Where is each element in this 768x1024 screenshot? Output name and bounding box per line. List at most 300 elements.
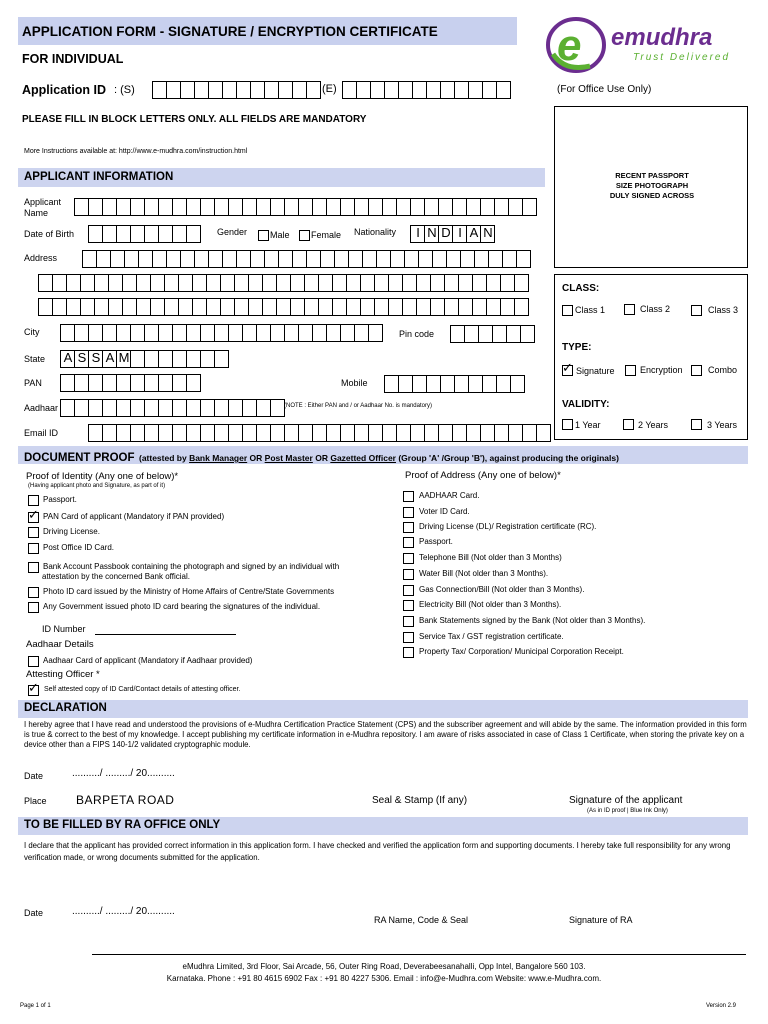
input-cell[interactable] [130, 374, 144, 392]
input-cell[interactable] [88, 374, 102, 392]
input-cell[interactable] [368, 198, 382, 216]
pan-cells[interactable] [60, 374, 201, 392]
input-cell[interactable] [180, 81, 194, 99]
input-cell[interactable] [472, 298, 486, 316]
address-proof-checkbox[interactable] [403, 600, 414, 611]
identity-proof-checkbox[interactable] [28, 602, 39, 613]
input-cell[interactable] [488, 250, 502, 268]
input-cell[interactable] [256, 399, 270, 417]
input-cell[interactable] [452, 198, 466, 216]
input-cell[interactable] [370, 81, 384, 99]
input-cell[interactable] [52, 274, 66, 292]
input-cell[interactable] [192, 274, 206, 292]
address-line-3-cells[interactable] [38, 298, 529, 316]
input-cell[interactable] [158, 374, 172, 392]
input-cell[interactable] [278, 81, 292, 99]
input-cell[interactable] [82, 250, 96, 268]
input-cell[interactable] [88, 324, 102, 342]
input-cell[interactable] [320, 250, 334, 268]
input-cell[interactable] [466, 424, 480, 442]
input-cell[interactable] [136, 298, 150, 316]
applicant-name-cells[interactable] [74, 198, 537, 216]
input-cell[interactable] [130, 399, 144, 417]
class-1-checkbox[interactable] [562, 305, 573, 316]
input-cell[interactable] [402, 298, 416, 316]
input-cell[interactable] [402, 274, 416, 292]
input-cell[interactable] [136, 274, 150, 292]
address-proof-checkbox[interactable] [403, 491, 414, 502]
input-cell[interactable] [444, 298, 458, 316]
input-cell[interactable] [510, 375, 525, 393]
input-cell[interactable] [228, 198, 242, 216]
input-cell[interactable] [172, 324, 186, 342]
input-cell[interactable] [326, 324, 340, 342]
input-cell[interactable] [166, 81, 180, 99]
input-cell[interactable] [158, 350, 172, 368]
input-cell[interactable] [102, 374, 116, 392]
input-cell[interactable] [116, 198, 130, 216]
input-cell[interactable] [228, 424, 242, 442]
input-cell[interactable] [312, 198, 326, 216]
input-cell[interactable] [382, 424, 396, 442]
input-cell[interactable] [186, 399, 200, 417]
input-cell[interactable] [144, 225, 158, 243]
input-cell[interactable] [384, 81, 398, 99]
input-cell[interactable] [186, 324, 200, 342]
input-cell[interactable] [290, 298, 304, 316]
input-cell[interactable] [80, 274, 94, 292]
input-cell[interactable] [438, 424, 452, 442]
input-cell[interactable] [506, 325, 520, 343]
address-proof-checkbox[interactable] [403, 647, 414, 658]
identity-proof-checkbox[interactable] [28, 562, 39, 573]
input-cell[interactable] [200, 350, 214, 368]
input-cell[interactable] [278, 250, 292, 268]
input-cell[interactable] [262, 298, 276, 316]
input-cell[interactable] [454, 81, 468, 99]
email-cells[interactable] [88, 424, 551, 442]
input-cell[interactable] [236, 81, 250, 99]
encryption-checkbox[interactable] [625, 365, 636, 376]
input-cell[interactable] [248, 274, 262, 292]
input-cell[interactable] [144, 350, 158, 368]
input-cell[interactable] [466, 198, 480, 216]
input-cell[interactable] [444, 274, 458, 292]
input-cell[interactable] [116, 225, 130, 243]
input-cell[interactable] [172, 374, 186, 392]
input-cell[interactable] [166, 250, 180, 268]
input-cell[interactable] [270, 324, 284, 342]
input-cell[interactable] [102, 198, 116, 216]
ra-date-value[interactable]: ........../ ........./ 20.......... [72, 906, 175, 917]
input-cell[interactable] [440, 81, 454, 99]
input-cell[interactable] [38, 274, 52, 292]
input-cell[interactable] [186, 225, 201, 243]
input-cell[interactable] [264, 250, 278, 268]
identity-proof-checkbox[interactable] [28, 543, 39, 554]
input-cell[interactable] [458, 298, 472, 316]
input-cell[interactable] [342, 81, 356, 99]
input-cell[interactable] [460, 250, 474, 268]
input-cell[interactable] [52, 298, 66, 316]
input-cell[interactable] [522, 424, 536, 442]
input-cell[interactable] [94, 274, 108, 292]
input-cell[interactable] [164, 274, 178, 292]
input-cell[interactable] [172, 399, 186, 417]
input-cell[interactable] [214, 424, 228, 442]
input-cell[interactable] [482, 375, 496, 393]
input-cell[interactable] [242, 424, 256, 442]
input-cell[interactable] [368, 424, 382, 442]
input-cell[interactable] [418, 250, 432, 268]
input-cell[interactable] [284, 198, 298, 216]
input-cell[interactable] [374, 298, 388, 316]
input-cell[interactable] [500, 298, 514, 316]
input-cell[interactable] [186, 424, 200, 442]
input-cell[interactable] [94, 298, 108, 316]
validity-1-checkbox[interactable] [562, 419, 573, 430]
input-cell[interactable] [332, 298, 346, 316]
input-cell[interactable] [172, 424, 186, 442]
identity-proof-checkbox[interactable] [28, 495, 39, 506]
input-cell[interactable] [116, 324, 130, 342]
input-cell[interactable] [122, 298, 136, 316]
input-cell[interactable] [426, 375, 440, 393]
input-cell[interactable] [334, 250, 348, 268]
input-cell[interactable] [116, 374, 130, 392]
input-cell[interactable] [270, 198, 284, 216]
input-cell[interactable] [474, 250, 488, 268]
input-cell[interactable] [346, 298, 360, 316]
input-cell[interactable] [522, 198, 537, 216]
attesting-officer-checkbox[interactable] [28, 680, 39, 696]
input-cell[interactable] [206, 298, 220, 316]
input-cell[interactable] [354, 198, 368, 216]
address-proof-checkbox[interactable] [403, 537, 414, 548]
input-cell[interactable] [228, 399, 242, 417]
input-cell[interactable] [480, 424, 494, 442]
input-cell[interactable] [236, 250, 250, 268]
input-cell[interactable] [478, 325, 492, 343]
id-number-line[interactable] [95, 634, 236, 635]
input-cell[interactable] [480, 198, 494, 216]
input-cell[interactable] [222, 250, 236, 268]
input-cell[interactable] [304, 298, 318, 316]
input-cell[interactable] [60, 374, 74, 392]
input-cell[interactable] [220, 274, 234, 292]
input-cell[interactable] [326, 424, 340, 442]
signature-checkbox[interactable] [562, 360, 573, 376]
input-cell[interactable] [186, 350, 200, 368]
input-cell[interactable] [200, 424, 214, 442]
input-cell[interactable] [222, 81, 236, 99]
input-cell[interactable] [158, 324, 172, 342]
input-cell[interactable] [360, 274, 374, 292]
input-cell[interactable] [256, 324, 270, 342]
input-cell[interactable] [340, 424, 354, 442]
input-cell[interactable] [354, 424, 368, 442]
declaration-date-value[interactable]: ........../ ........./ 20.......... [72, 768, 175, 779]
input-cell[interactable] [396, 424, 410, 442]
input-cell[interactable] [368, 324, 383, 342]
input-cell[interactable] [374, 274, 388, 292]
input-cell[interactable] [264, 81, 278, 99]
input-cell[interactable] [346, 274, 360, 292]
aadhaar-cells[interactable] [60, 399, 285, 417]
input-cell[interactable] [248, 298, 262, 316]
input-cell[interactable] [214, 350, 229, 368]
input-cell[interactable] [96, 250, 110, 268]
input-cell[interactable] [356, 81, 370, 99]
input-cell[interactable] [424, 198, 438, 216]
input-cell[interactable] [284, 324, 298, 342]
input-cell[interactable] [122, 274, 136, 292]
input-cell[interactable] [430, 274, 444, 292]
input-cell[interactable] [158, 399, 172, 417]
input-cell[interactable] [412, 375, 426, 393]
aadhaar-card-checkbox[interactable] [28, 656, 39, 667]
input-cell[interactable] [468, 375, 482, 393]
input-cell[interactable] [74, 198, 88, 216]
input-cell[interactable] [520, 325, 535, 343]
identity-proof-checkbox[interactable] [28, 507, 39, 523]
city-cells[interactable] [60, 324, 383, 342]
input-cell[interactable] [172, 225, 186, 243]
address-proof-checkbox[interactable] [403, 569, 414, 580]
input-cell[interactable] [234, 298, 248, 316]
input-cell[interactable] [426, 81, 440, 99]
female-checkbox[interactable] [299, 230, 310, 241]
input-cell[interactable] [144, 424, 158, 442]
input-cell[interactable] [496, 81, 511, 99]
input-cell[interactable] [144, 374, 158, 392]
input-cell[interactable] [486, 274, 500, 292]
input-cell[interactable] [208, 81, 222, 99]
input-cell[interactable] [468, 81, 482, 99]
input-cell[interactable] [102, 225, 116, 243]
identity-proof-checkbox[interactable] [28, 527, 39, 538]
input-cell[interactable] [60, 324, 74, 342]
input-cell[interactable] [152, 81, 166, 99]
input-cell[interactable] [66, 298, 80, 316]
input-cell[interactable] [172, 198, 186, 216]
input-cell[interactable] [158, 225, 172, 243]
input-cell[interactable] [214, 198, 228, 216]
pin-cells[interactable] [450, 325, 535, 343]
input-cell[interactable] [440, 375, 454, 393]
input-cell[interactable] [116, 424, 130, 442]
address-proof-checkbox[interactable] [403, 553, 414, 564]
input-cell[interactable] [424, 424, 438, 442]
input-cell[interactable] [144, 399, 158, 417]
input-cell[interactable] [492, 325, 506, 343]
male-checkbox[interactable] [258, 230, 269, 241]
input-cell[interactable] [502, 250, 516, 268]
input-cell[interactable] [130, 225, 144, 243]
input-cell[interactable] [410, 198, 424, 216]
input-cell[interactable] [514, 274, 529, 292]
input-cell[interactable] [360, 298, 374, 316]
input-cell[interactable] [60, 399, 74, 417]
input-cell[interactable] [74, 399, 88, 417]
input-cell[interactable] [220, 298, 234, 316]
address-line-1-cells[interactable] [82, 250, 531, 268]
app-id-s-cells[interactable] [152, 81, 321, 99]
input-cell[interactable] [508, 198, 522, 216]
input-cell[interactable] [138, 250, 152, 268]
input-cell[interactable] [164, 298, 178, 316]
input-cell[interactable] [412, 81, 426, 99]
input-cell[interactable] [472, 274, 486, 292]
input-cell[interactable] [242, 198, 256, 216]
input-cell[interactable] [206, 274, 220, 292]
app-id-e-cells[interactable] [342, 81, 511, 99]
input-cell[interactable] [144, 324, 158, 342]
input-cell[interactable] [452, 424, 466, 442]
input-cell[interactable] [108, 274, 122, 292]
input-cell[interactable] [108, 298, 122, 316]
input-cell[interactable] [38, 298, 52, 316]
combo-checkbox[interactable] [691, 365, 702, 376]
input-cell[interactable] [306, 81, 321, 99]
input-cell[interactable] [298, 324, 312, 342]
input-cell[interactable] [482, 81, 496, 99]
input-cell[interactable] [194, 250, 208, 268]
input-cell[interactable] [464, 325, 478, 343]
input-cell[interactable] [74, 374, 88, 392]
input-cell[interactable] [292, 250, 306, 268]
input-cell[interactable] [102, 324, 116, 342]
input-cell[interactable] [486, 298, 500, 316]
input-cell[interactable] [130, 350, 144, 368]
input-cell[interactable] [536, 424, 551, 442]
input-cell[interactable] [178, 274, 192, 292]
input-cell[interactable] [144, 198, 158, 216]
input-cell[interactable] [388, 274, 402, 292]
input-cell[interactable] [340, 198, 354, 216]
input-cell[interactable] [304, 274, 318, 292]
address-proof-checkbox[interactable] [403, 507, 414, 518]
input-cell[interactable] [194, 81, 208, 99]
input-cell[interactable] [130, 198, 144, 216]
input-cell[interactable] [382, 198, 396, 216]
input-cell[interactable] [290, 274, 304, 292]
input-cell[interactable] [262, 274, 276, 292]
input-cell[interactable] [180, 250, 194, 268]
input-cell[interactable] [432, 250, 446, 268]
input-cell[interactable] [88, 225, 102, 243]
input-cell[interactable] [276, 274, 290, 292]
address-line-2-cells[interactable] [38, 274, 529, 292]
input-cell[interactable] [256, 424, 270, 442]
input-cell[interactable] [284, 424, 298, 442]
input-cell[interactable] [362, 250, 376, 268]
input-cell[interactable] [514, 298, 529, 316]
input-cell[interactable] [270, 399, 285, 417]
input-cell[interactable] [228, 324, 242, 342]
input-cell[interactable] [312, 324, 326, 342]
input-cell[interactable] [416, 298, 430, 316]
input-cell[interactable] [200, 324, 214, 342]
input-cell[interactable] [88, 399, 102, 417]
input-cell[interactable] [398, 81, 412, 99]
input-cell[interactable] [234, 274, 248, 292]
input-cell[interactable] [496, 375, 510, 393]
input-cell[interactable] [446, 250, 460, 268]
input-cell[interactable] [306, 250, 320, 268]
input-cell[interactable] [186, 374, 201, 392]
input-cell[interactable] [450, 325, 464, 343]
validity-2-checkbox[interactable] [623, 419, 634, 430]
input-cell[interactable] [208, 250, 222, 268]
input-cell[interactable] [416, 274, 430, 292]
input-cell[interactable] [398, 375, 412, 393]
input-cell[interactable] [318, 274, 332, 292]
input-cell[interactable] [298, 424, 312, 442]
input-cell[interactable] [326, 198, 340, 216]
address-proof-checkbox[interactable] [403, 616, 414, 627]
input-cell[interactable] [124, 250, 138, 268]
input-cell[interactable] [80, 298, 94, 316]
place-value[interactable]: BARPETA ROAD [76, 793, 175, 807]
input-cell[interactable] [250, 81, 264, 99]
input-cell[interactable] [256, 198, 270, 216]
input-cell[interactable] [102, 399, 116, 417]
input-cell[interactable] [500, 274, 514, 292]
identity-proof-checkbox[interactable] [28, 587, 39, 598]
input-cell[interactable] [158, 198, 172, 216]
input-cell[interactable] [178, 298, 192, 316]
input-cell[interactable] [214, 399, 228, 417]
address-proof-checkbox[interactable] [403, 522, 414, 533]
input-cell[interactable] [332, 274, 346, 292]
input-cell[interactable] [88, 424, 102, 442]
class-3-checkbox[interactable] [691, 305, 702, 316]
input-cell[interactable] [494, 424, 508, 442]
input-cell[interactable] [150, 298, 164, 316]
input-cell[interactable] [88, 198, 102, 216]
class-2-checkbox[interactable] [624, 304, 635, 315]
input-cell[interactable] [276, 298, 290, 316]
input-cell[interactable] [384, 375, 398, 393]
input-cell[interactable] [158, 424, 172, 442]
input-cell[interactable] [396, 198, 410, 216]
input-cell[interactable] [242, 399, 256, 417]
input-cell[interactable] [66, 274, 80, 292]
input-cell[interactable] [116, 399, 130, 417]
input-cell[interactable] [152, 250, 166, 268]
input-cell[interactable] [454, 375, 468, 393]
input-cell[interactable] [312, 424, 326, 442]
input-cell[interactable] [172, 350, 186, 368]
input-cell[interactable] [508, 424, 522, 442]
input-cell[interactable] [390, 250, 404, 268]
input-cell[interactable] [250, 250, 264, 268]
input-cell[interactable] [318, 298, 332, 316]
input-cell[interactable] [388, 298, 402, 316]
input-cell[interactable] [340, 324, 354, 342]
input-cell[interactable] [130, 324, 144, 342]
input-cell[interactable] [200, 399, 214, 417]
input-cell[interactable] [348, 250, 362, 268]
address-proof-checkbox[interactable] [403, 585, 414, 596]
input-cell[interactable] [186, 198, 200, 216]
input-cell[interactable] [110, 250, 124, 268]
input-cell[interactable] [292, 81, 306, 99]
input-cell[interactable] [214, 324, 228, 342]
input-cell[interactable] [410, 424, 424, 442]
input-cell[interactable] [200, 198, 214, 216]
